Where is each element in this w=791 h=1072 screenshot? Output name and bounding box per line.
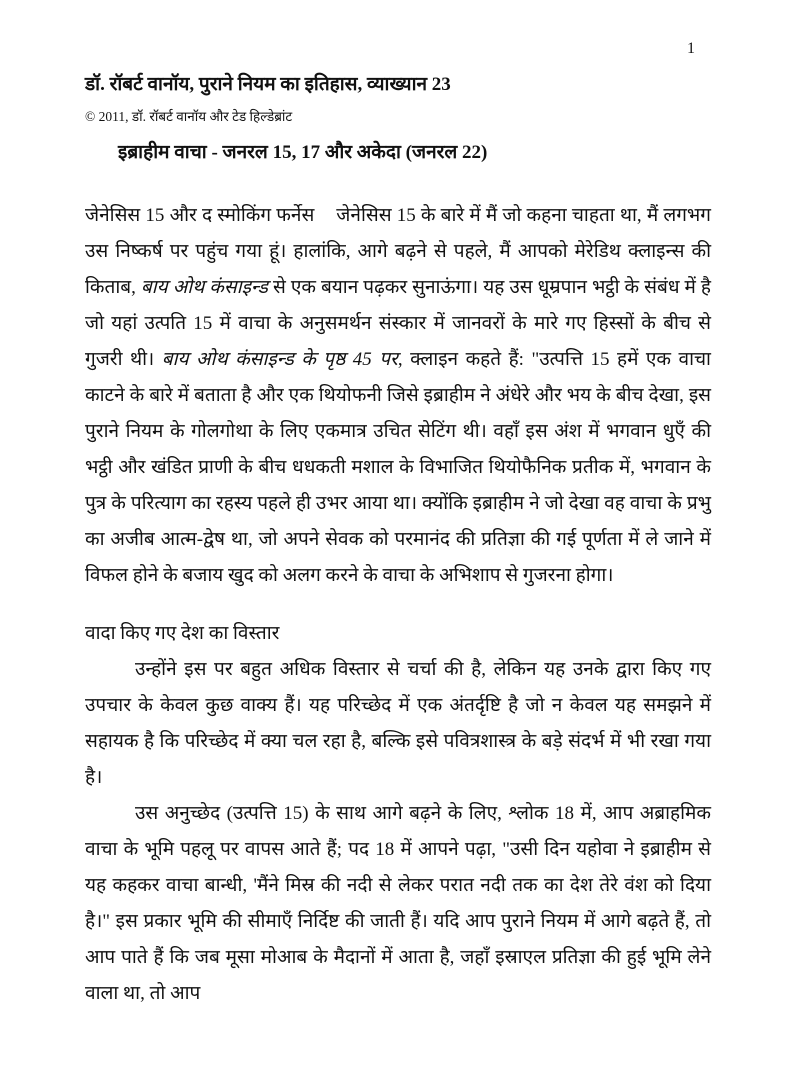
page-number: 1 <box>687 40 695 57</box>
text-run-2: से एक बयान पढ़कर सुनाऊंगा। यह उस धूम्रपान भट्ठी के संबंध में है जो यहां उत्पति 15 में वाचा के अनुसमर्थन संस्कार में जानवरों के मारे गए हिस्सों के बीच से गुजरी थी। <box>85 277 711 370</box>
text-run-1: जेनेसिस 15 के बारे में मैं जो कहना चाहता था, मैं लगभग उस निष्कर्ष पर पहुंच गया हूं। हालांकि, आगे बढ़ने से पहले, मैं आपको मेरेडिथ क्लाइन्स की किताब, <box>85 205 711 298</box>
text-run-3: , क्लाइन कहते हैं: "उत्पत्ति 15 हमें एक वाचा काटने के बारे में बताता है और एक थियोफनी जिसे इब्राहीम ने अंधेरे और भय के बीच देखा, इस पुराने नियम के गोलगोथा के लिए एकमात्र उचित सेटिंग थी। वहाँ इस अंश में भगवान धुएँ की भट्ठी और खंडित प्राणी के बीच धधकती मशाल के विभाजित थियोफैनिक प्रतीक में, भगवान के पुत्र के परित्याग का रहस्य पहले ही उभर आया था। क्योंकि इब्राहीम ने जो देखा वह वाचा के प्रभु का अजीब आत्म-द्वेष था, जो अपने सेवक को परमानंद की प्रतिज्ञा की गई पूर्णता में ले जाने में विफल होने के बजाय खुद को अलग करने के वाचा के अभिशाप से गुजरना होगा। <box>85 349 711 586</box>
document-title: डॉ. रॉबर्ट वानॉय, पुराने नियम का इतिहास, व्याख्यान 23 <box>85 74 451 95</box>
paragraph-genesis-15 <box>85 198 711 594</box>
section-heading-promised-land-extent: वादा किए गए देश का विस्तार <box>85 623 280 644</box>
paragraph-kline-discussion: उन्होंने इस पर बहुत अधिक विस्तार से चर्चा की है, लेकिन यह उनके द्वारा किए गए उपचार के केवल कुछ वाक्य हैं। यह परिच्छेद में एक अंतर्दृष्टि है जो न केवल यह समझने में सहायक है कि परिच्छेद में क्या चल रहा है, बल्कि इसे पवित्रशास्त्र के बड़े संदर्भ में भी रखा गया है। <box>85 659 711 788</box>
inline-heading-smoking-furnace: जेनेसिस 15 और द स्मोकिंग फर्नेस <box>85 205 315 226</box>
document-subtitle: इब्राहीम वाचा - जनरल 15, 17 और अकेदा (जनरल 22) <box>118 142 488 163</box>
book-title-by-oath-consigned: बाय ओथ कंसाइन्ड <box>140 277 268 298</box>
book-citation-page-45: बाय ओथ कंसाइन्ड के पृष्ठ 45 पर <box>161 349 398 370</box>
copyright-line: © 2011, डॉ. रॉबर्ट वानॉय और टेड हिल्डेब्रांट <box>85 109 293 124</box>
paragraph-genesis-15-verse-18: उस अनुच्छेद (उत्पत्ति 15) के साथ आगे बढ़ने के लिए, श्लोक 18 में, आप अब्राहमिक वाचा के भूमि पहलू पर वापस आते हैं; पद 18 में आपने पढ़ा, "उसी दिन यहोवा ने इब्राहीम से यह कहकर वाचा बान्धी, 'मैंने मिस्र की नदी से लेकर परात नदी तक का देश तेरे वंश को दिया है।" इस प्रकार भूमि की सीमाएँ निर्दिष्ट की जाती हैं। यदि आप पुराने नियम में आगे बढ़ते हैं, तो आप पाते हैं कि जब मूसा मोआब के मैदानों में आता है, जहाँ इस्राएल प्रतिज्ञा की हुई भूमि लेने वाला था, तो आप <box>85 803 711 1004</box>
